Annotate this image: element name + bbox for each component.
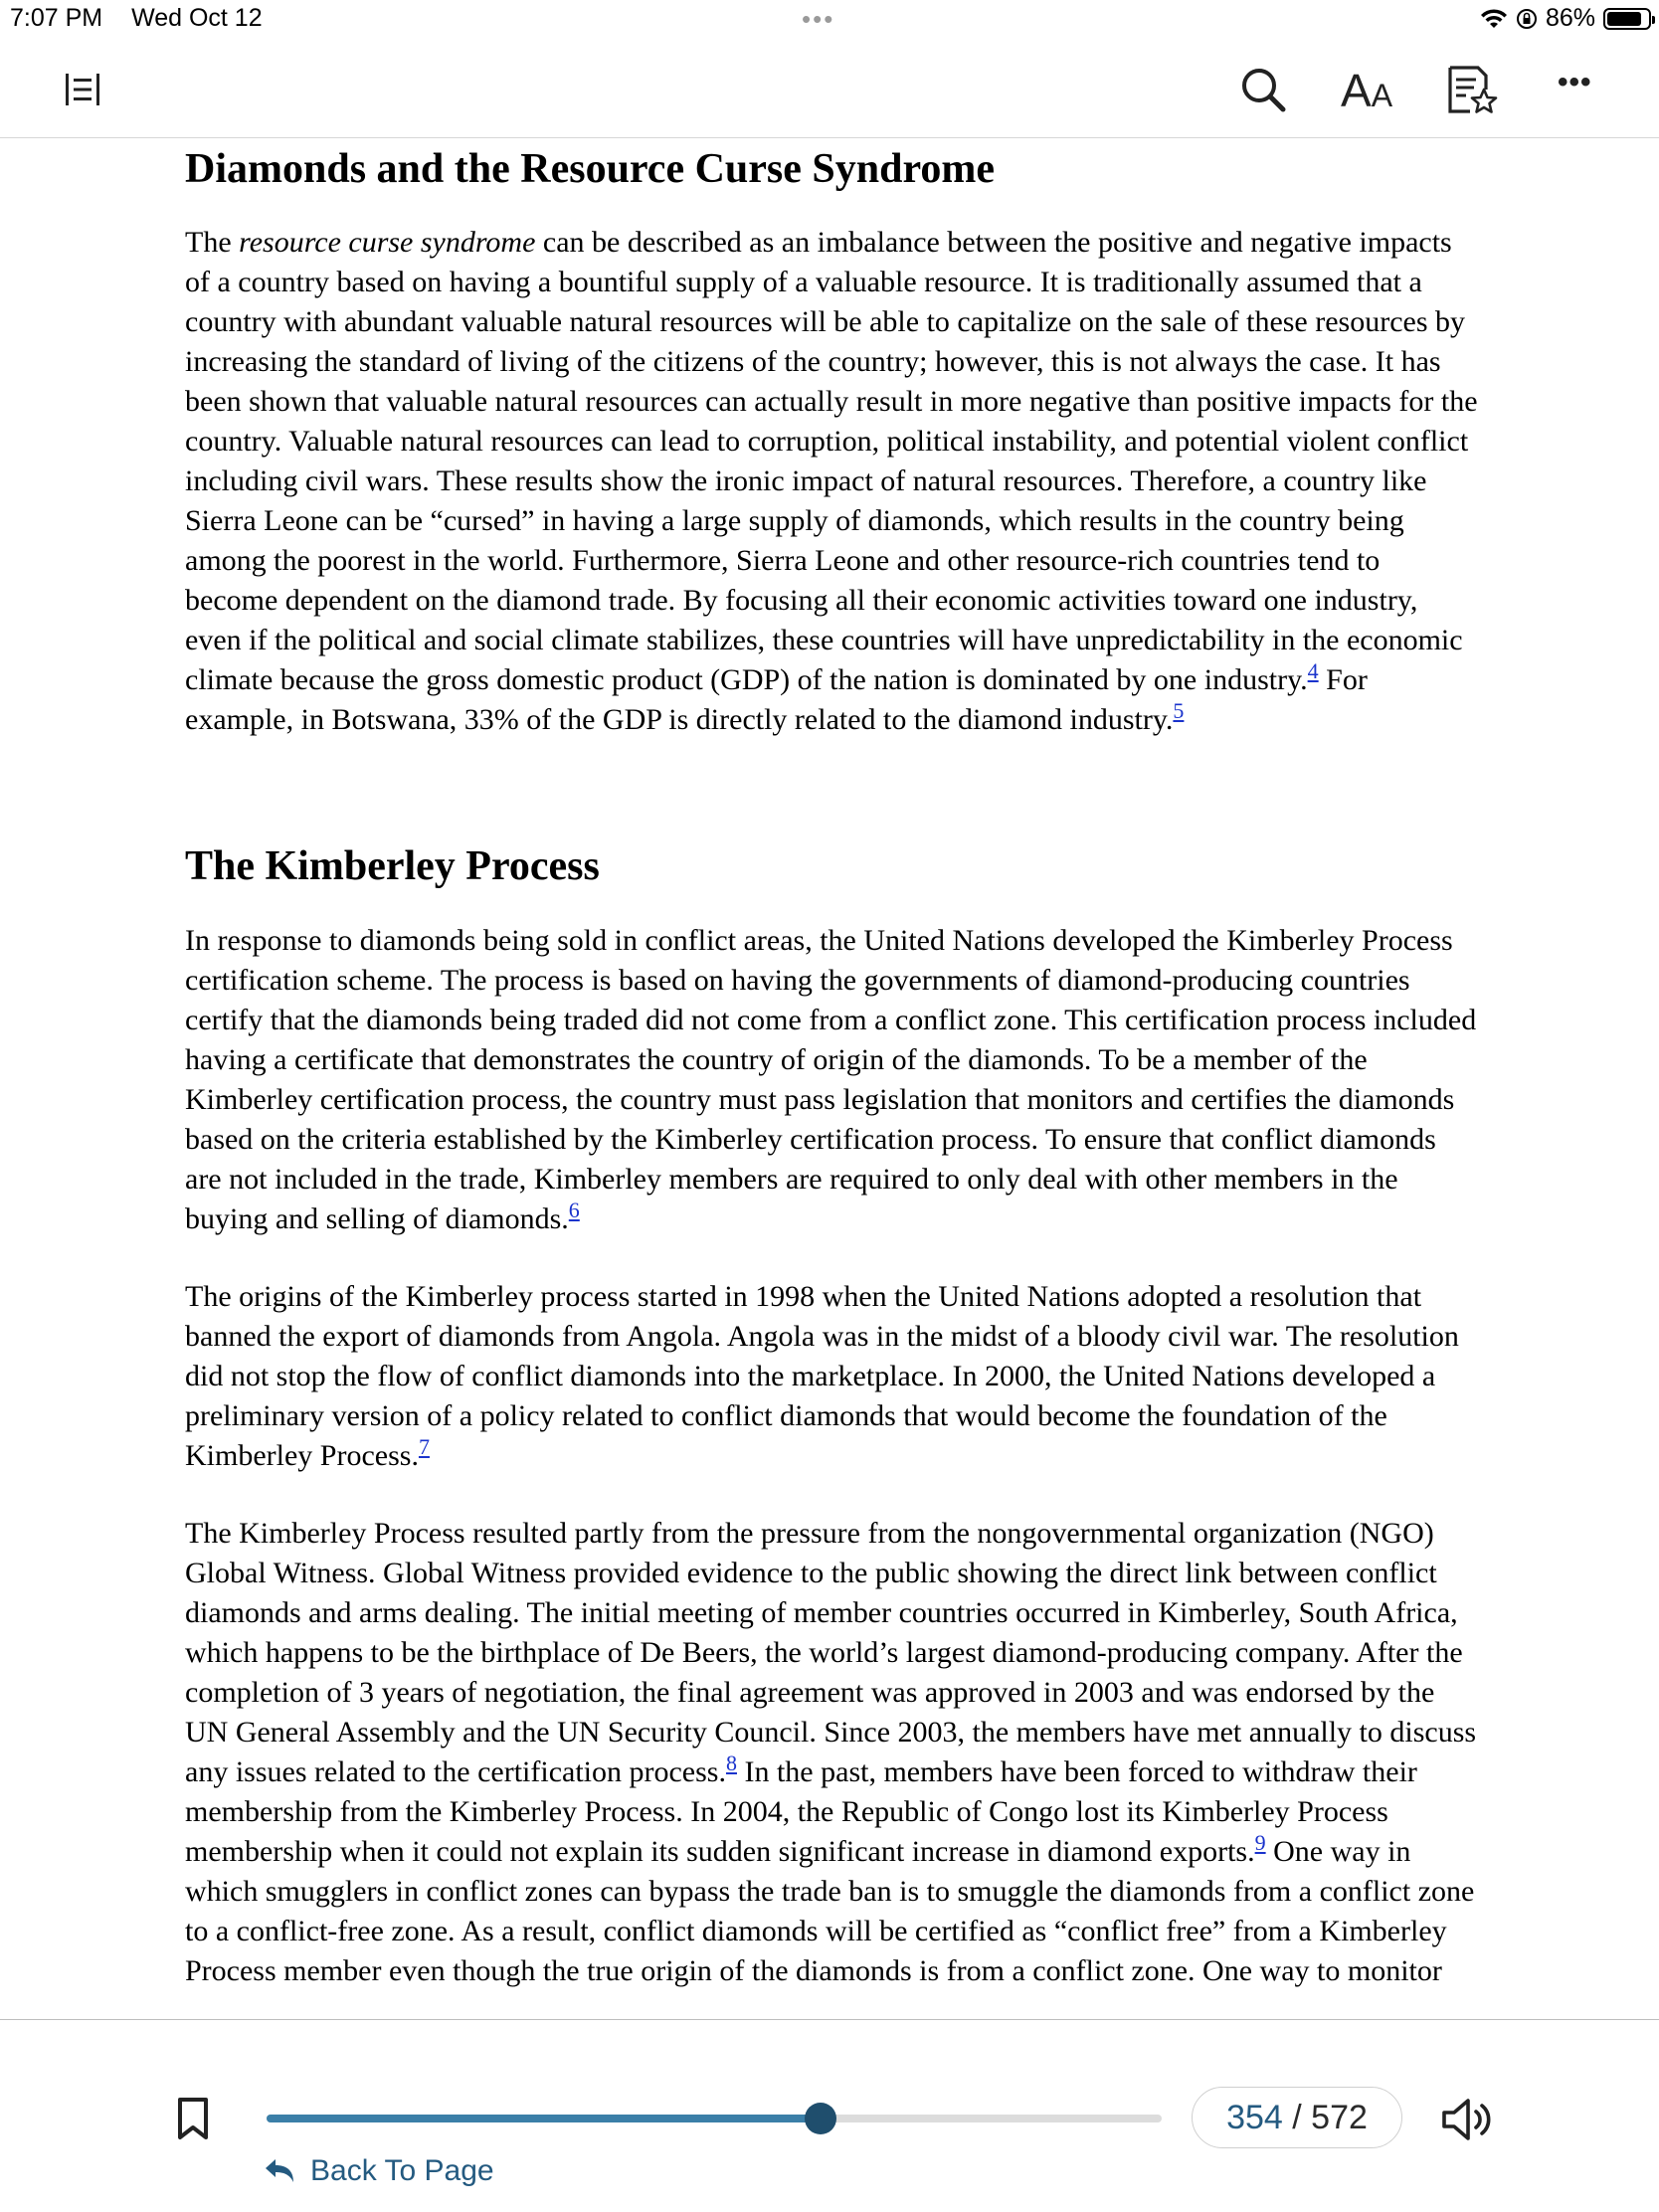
footnote-link-8[interactable]: 8 xyxy=(725,1751,737,1775)
notes-icon[interactable] xyxy=(1444,64,1498,117)
current-page: 354 xyxy=(1226,2098,1283,2136)
book-page-content xyxy=(185,137,1478,2019)
footnote-link-6[interactable]: 6 xyxy=(568,1198,580,1222)
p4-text-3: One way in which smugglers in conflict zones can bypass the trade ban is to smuggle the diamonds from a conflict zone to a conflict-free zone. As a result, conflict diamonds will be certified as “conflict free” from a Kimberley Process member even though the true origin of the diamonds is from a conflict zone. One way to monitor xyxy=(185,1835,1475,1987)
bookmark-icon[interactable] xyxy=(177,2097,209,2140)
search-icon[interactable] xyxy=(1239,66,1289,115)
p1-italic-term: resource curse syndrome xyxy=(239,226,536,259)
footnote-link-4[interactable]: 4 xyxy=(1307,658,1319,683)
orientation-lock-icon xyxy=(1516,8,1538,30)
battery-percent: 86% xyxy=(1545,4,1595,32)
paragraph-resource-curse xyxy=(185,223,1478,740)
p1-body: can be described as an imbalance between the positive and negative impacts of a country based on having a bountiful supply of a valuable resource. It is traditionally assumed that a country with abundant valuable natural resources will be able to capitalize on the sale of these resources by increasing the standard of living of the citizens of the country; however, this is not always the case. It has been shown that valuable natural resources can actually result in more negative than positive impacts for the country. Valuable natural resources can lead to corruption, political instability, and potential violent conflict including civil wars. These results show the ironic impact of natural resources. Therefore, a country like Sierra Leone can be “cursed” in having a large supply of diamonds, which results in the country being among the poorest in the world. Furthermore, Sierra Leone and other resource-rich countries tend to become dependent on the diamond trade. By focusing all their economic activities toward one industry, even if the political and social climate stabilizes, these countries will have unpredictability in the economic climate because the gross domestic product (GDP) of the nation is dominated by one industry. xyxy=(185,226,1478,696)
wifi-icon xyxy=(1480,8,1508,30)
status-time: 7:07 PM xyxy=(10,4,103,32)
menu-icon[interactable] xyxy=(66,74,99,105)
p3-text: The origins of the Kimberley process started in 1998 when the United Nations adopted a resolution that banned the export of diamonds from Angola. Angola was in the midst of a bloody civil war. The resolution did not stop the flow of conflict diamonds into the marketplace. In 2000, the United Nations developed a preliminary version of a policy related to conflict diamonds that would become the foundation of the Kimberley Process. xyxy=(185,1280,1459,1472)
total-pages: 572 xyxy=(1311,2098,1368,2136)
back-to-page-label: Back To Page xyxy=(310,2154,494,2187)
status-right xyxy=(1480,4,1651,33)
footnote-link-7[interactable]: 7 xyxy=(418,1434,430,1459)
multitask-dots[interactable]: ••• xyxy=(802,4,835,34)
p1-body-2: For example, in Botswana, 33% of the GDP is directly related to the diamond industry. xyxy=(185,663,1368,736)
bottom-divider xyxy=(0,2019,1659,2020)
text-size-icon[interactable]: AA xyxy=(1341,65,1393,116)
p4-text-2: In the past, members have been forced to withdraw their membership from the Kimberley Process. In 2004, the Republic of Congo lost its Kimberley Process membership when it could not explain its sudden significant increase in diamond exports. xyxy=(185,1755,1417,1868)
page-progress-thumb[interactable] xyxy=(805,2103,836,2134)
page-progress-slider[interactable] xyxy=(267,2115,1162,2122)
footnote-link-9[interactable]: 9 xyxy=(1254,1830,1266,1855)
section-title-kimberley: The Kimberley Process xyxy=(185,843,600,889)
p2-text: In response to diamonds being sold in conflict areas, the United Nations developed the Kimberley Process certification scheme. The process is based on having the governments of diamond-producing countries certify that the diamonds being traded did not come from a conflict zone. This certification process included having a certificate that demonstrates the country of origin of the diamonds. To be a member of the Kimberley certification process, the country must pass legislation that monitors and certifies the diamonds based on the criteria established by the Kimberley certification process. To ensure that conflict diamonds are not included in the trade, Kimberley members are required to only deal with other members in the buying and selling of diamonds. xyxy=(185,924,1477,1235)
p4-text-1: The Kimberley Process resulted partly from the pressure from the nongovernmental organization (NGO) Global Witness. Global Witness provided evidence to the public showing the direct link between conflict diamonds and arms dealing. The initial meeting of member countries occurred in Kimberley, South Africa, which happens to be the birthplace of De Beers, the world’s largest diamond-producing company. After the completion of 3 years of negotiation, the final agreement was approved in 2003 and was endorsed by the UN General Assembly and the UN Security Council. Since 2003, the members have met annually to discuss any issues related to the certification process. xyxy=(185,1517,1477,1788)
battery-icon xyxy=(1603,8,1651,30)
speaker-icon[interactable] xyxy=(1440,2097,1494,2142)
section-title-resource-curse: Diamonds and the Resource Curse Syndrome xyxy=(185,146,995,192)
page-progress-fill xyxy=(267,2115,821,2122)
status-bar xyxy=(0,0,1659,40)
paragraph-kimberley-origins xyxy=(185,1277,1478,1476)
more-icon[interactable]: ••• xyxy=(1558,66,1592,98)
page-separator: / xyxy=(1282,2098,1312,2136)
page-counter[interactable] xyxy=(1192,2087,1402,2148)
status-left xyxy=(10,4,284,33)
reader-toolbar xyxy=(0,40,1659,138)
back-arrow-icon xyxy=(263,2156,296,2186)
paragraph-kimberley-intro xyxy=(185,921,1478,1239)
status-date: Wed Oct 12 xyxy=(131,4,263,32)
paragraph-kimberley-ngo xyxy=(185,1514,1478,1991)
footnote-link-5[interactable]: 5 xyxy=(1173,698,1185,723)
back-to-page-link[interactable] xyxy=(263,2154,494,2188)
p1-intro: The xyxy=(185,226,240,259)
